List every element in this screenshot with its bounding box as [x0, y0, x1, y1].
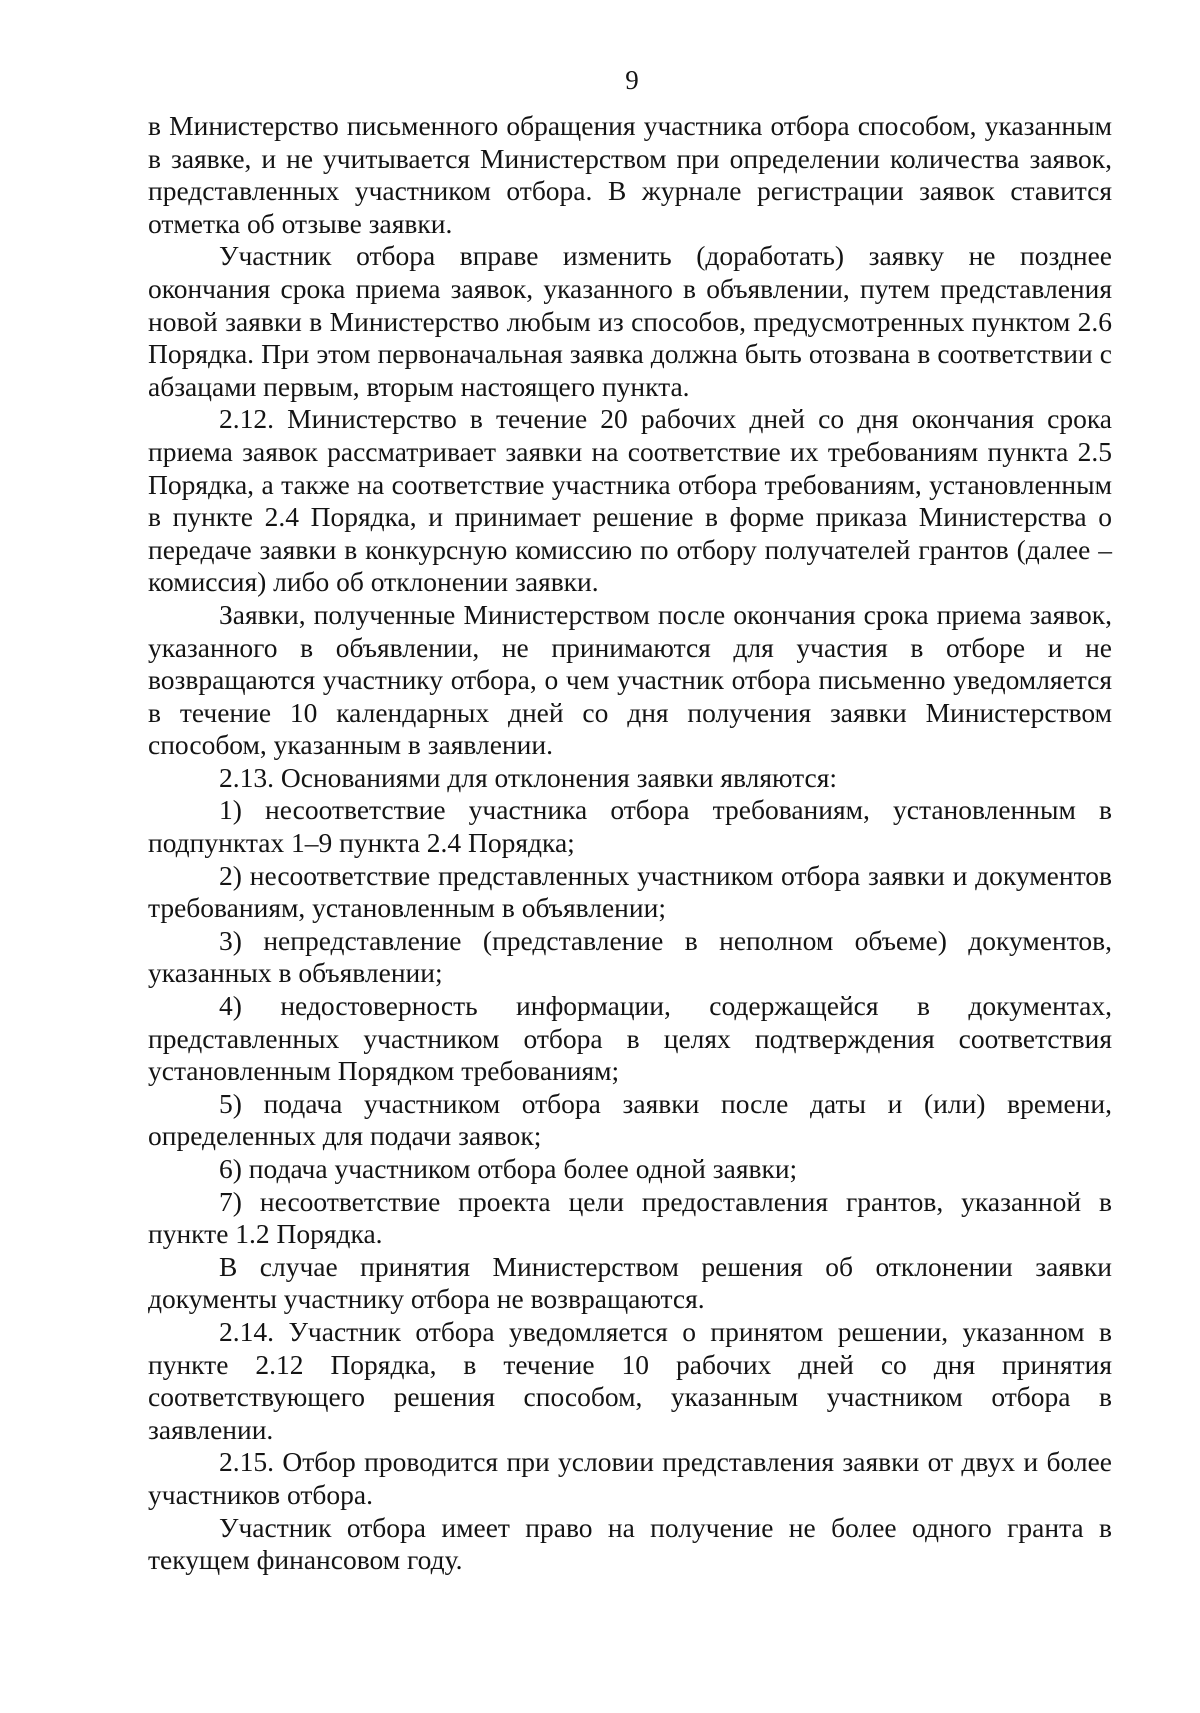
paragraph-clause-2-14: 2.14. Участник отбора уведомляется о принятом решении, указанном в пункте 2.12 Порядка, в течение 10 рабочих дней со дня принятия соответствующего решения способом, указанным участником отбора в заявлении. — [148, 1315, 1112, 1445]
paragraph-clause-2-13: 2.13. Основаниями для отклонения заявки являются: — [219, 761, 837, 793]
paragraph-withdrawal-end: в Министерство письменного обращения участника отбора способом, указанным в заявке, и не учитывается Министерством при определении количества заявок, представленных участником отбора. В журнале регистрации заявок ставится отметка об отзыве заявки. — [148, 110, 1112, 239]
list-item-5: 5) подача участником отбора заявки после даты и (или) времени, определенных для подачи заявок; — [148, 1087, 1112, 1152]
list-item-1: 1) несоответствие участника отбора требованиям, установленным в подпунктах 1–9 пункта 2.4 Порядка; — [148, 794, 1112, 859]
list-item-2: 2) несоответствие представленных участником отбора заявки и документов требованиям, установленным в объявлении; — [148, 859, 1112, 924]
paragraph-clause-2-12: 2.12. Министерство в течение 20 рабочих дней со дня окончания срока приема заявок рассматривает заявки на соответствие их требованиям пункта 2.5 Порядка, а также на соответствие участника отбора требованиям, установленным в пункте 2.4 Порядка, и принимает решение в форме приказа Министерства о передаче заявки в конкурсную комиссию по отбору получателей грантов (далее – комиссия) либо об отклонении заявки. — [148, 403, 1112, 598]
list-item-6: 6) подача участником отбора более одной заявки; — [219, 1153, 798, 1184]
page-number: 9 — [625, 65, 639, 95]
list-item-7: 7) несоответствие проекта цели предоставления грантов, указанной в пункте 1.2 Порядка. — [148, 1185, 1112, 1250]
list-item-3: 3) непредставление (представление в неполном объеме) документов, указанных в объявлении; — [148, 924, 1112, 989]
paragraph-modify-application: Участник отбора вправе изменить (доработать) заявку не позднее окончания срока приема заявок, указанного в объявлении, путем представления новой заявки в Министерство любым из способов, предусмотренных пунктом 2.6 Порядка. При этом первоначальная заявка должна быть отозвана в соответствии с абзацами первым, вторым настоящего пункта. — [148, 240, 1112, 402]
list-item-4: 4) недостоверность информации, содержащейся в документах, представленных участником отбора в целях подтверждения соответствия установленным Порядком требованиям; — [148, 990, 1112, 1087]
paragraph-one-grant-limit: Участник отбора имеет право на получение не более одного гранта в текущем финансовом году. — [148, 1511, 1112, 1576]
paragraph-documents-not-returned: В случае принятия Министерством решения об отклонении заявки документы участнику отбора не возвращаются. — [148, 1250, 1112, 1315]
paragraph-clause-2-15: 2.15. Отбор проводится при условии представления заявки от двух и более участников отбора. — [148, 1446, 1112, 1510]
paragraph-late-applications: Заявки, полученные Министерством после окончания срока приема заявок, указанного в объявлении, не принимаются для участия в отборе и не возвращаются участнику отбора, о чем участник отбора письменно уведомляется в течение 10 календарных дней со дня получения заявки Министерством способом, указанным в заявлении. — [148, 598, 1112, 761]
document-body — [148, 110, 1112, 1577]
